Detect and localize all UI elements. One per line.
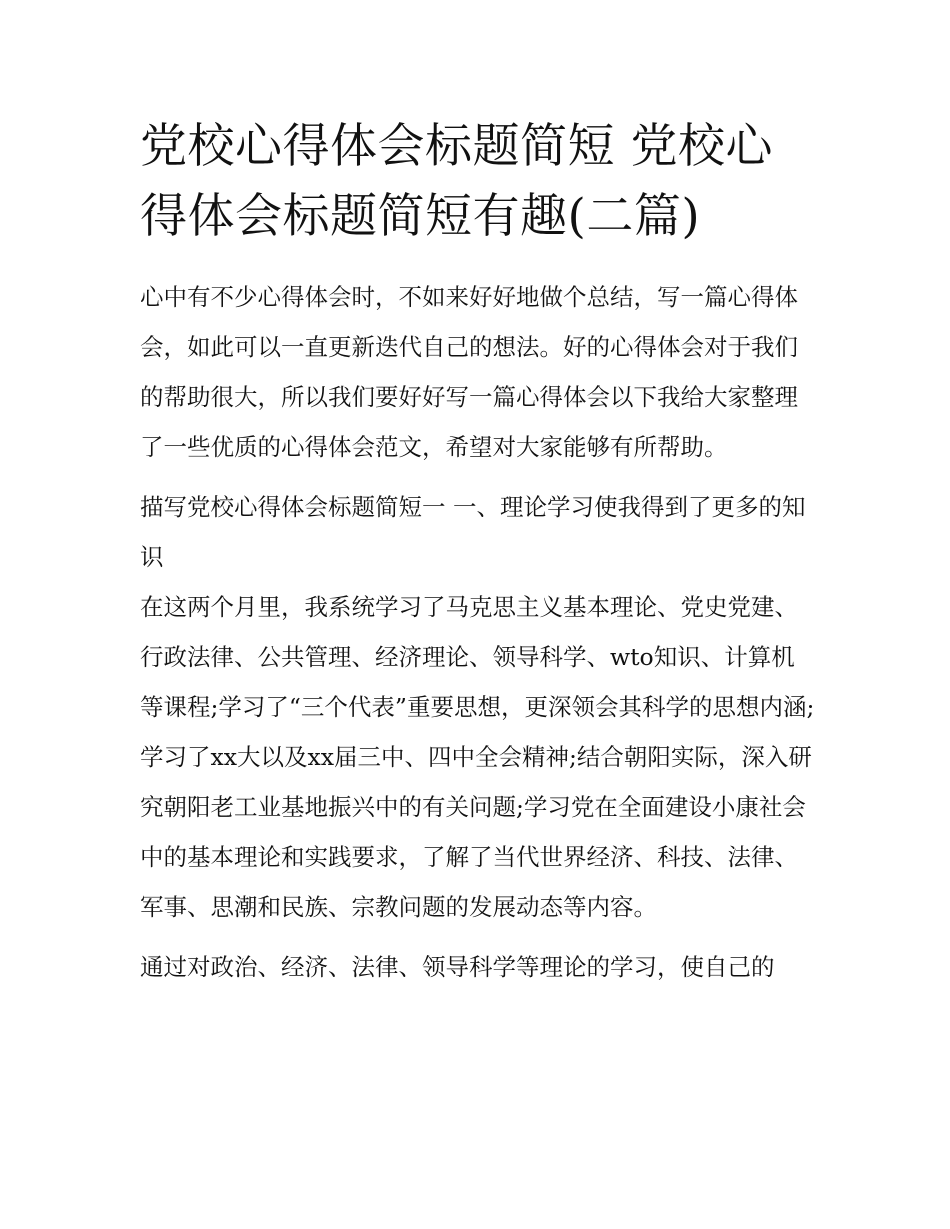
document-page	[140, 112, 816, 1002]
intro-paragraph: 心中有不少心得体会时，不如来好好地做个总结，写一篇心得体会，如此可以一直更新迭代自己的想法。好的心得体会对于我们的帮助很大，所以我们要好好写一篇心得体会以下我给大家整理了一些优质的心得体会范文，希望对大家能够有所帮助。	[140, 283, 798, 461]
body-paragraph: 在这两个月里，我系统学习了马克思主义基本理论、党史党建、行政法律、公共管理、经济理论、领导科学、wto知识、计算机等课程;学习了“三个代表”重要思想，更深领会其科学的思想内涵;学习了xx大以及xx届三中、四中全会精神;结合朝阳实际，深入研究朝阳老工业基地振兴中的有关问题;学习党在全面建设小康社会中的基本理论和实践要求，了解了当代世界经济、科技、法律、军事、思潮和民族、宗教问题的发展动态等内容。	[140, 593, 815, 921]
section-heading-paragraph: 描写党校心得体会标题简短一 一、理论学习使我得到了更多的知识	[140, 493, 806, 571]
document-title: 党校心得体会标题简短 党校心得体会标题简短有趣(二篇)	[140, 119, 773, 244]
body-paragraph-continued: 通过对政治、经济、法律、领导科学等理论的学习，使自己的	[140, 953, 775, 981]
